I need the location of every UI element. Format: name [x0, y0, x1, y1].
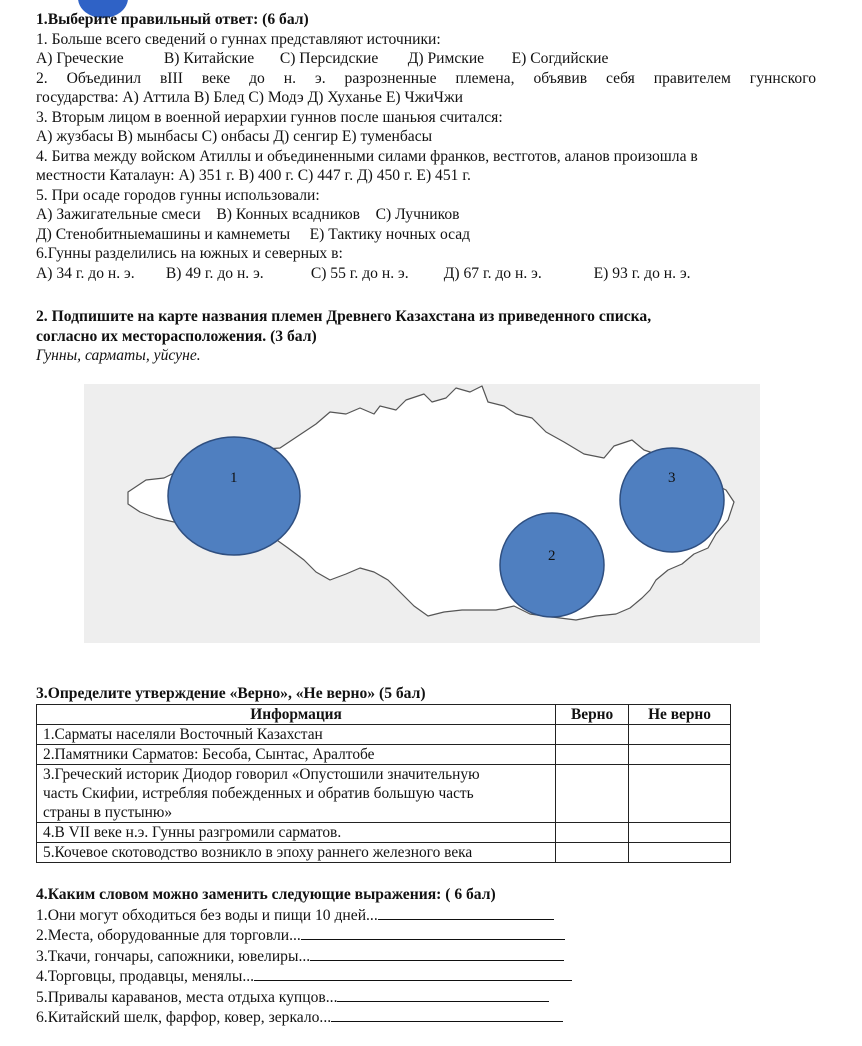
- answer-line-3[interactable]: [310, 946, 564, 961]
- q6-option-d: Д) 67 г. до н. э.: [443, 264, 542, 282]
- section-2-title-line-1: 2. Подпишите на карте названия племен Древнего Казахстана из приведенного списка,: [36, 308, 652, 325]
- section-2-title-line-2: согласно их месторасположения. (3 бал): [36, 327, 317, 345]
- list-item: [36, 966, 572, 987]
- answer-line-6[interactable]: [331, 1007, 563, 1022]
- circle-2-label: 2: [548, 548, 556, 564]
- header-false: Не верно: [629, 705, 731, 725]
- table-row: [37, 765, 731, 823]
- question-1-options: [36, 49, 816, 69]
- item-5-text: 5.Привалы караванов, места отдыха купцов...: [36, 988, 338, 1006]
- answer-line-4[interactable]: [254, 966, 572, 981]
- question-2-line-1: 2. Объединил вIII веке до н. э. разрозненные племена, объявив себя правителем гуннского: [36, 69, 816, 87]
- false-cell-5[interactable]: [629, 843, 731, 863]
- question-3: 3. Вторым лицом в военной иерархии гуннов после шаньюя считался:: [36, 108, 503, 126]
- item-1-text: 1.Они могут обходиться без воды и пищи 10 дней...: [36, 906, 378, 924]
- false-cell-2[interactable]: [629, 745, 731, 765]
- q1-option-e: Е) Согдийские: [511, 50, 609, 67]
- section-1: [36, 10, 816, 283]
- circle-1-label: 1: [230, 470, 238, 486]
- section-4: [36, 885, 572, 1028]
- item-4-text: 4.Торговцы, продавцы, менялы...: [36, 968, 255, 985]
- q1-option-d: Д) Римские: [407, 50, 485, 67]
- item-2-text: 2.Места, оборудованные для торговли...: [36, 927, 301, 944]
- table-row: [37, 823, 731, 843]
- tribe-circle-2[interactable]: [500, 513, 604, 617]
- list-item: [36, 1007, 572, 1028]
- statement-5: 5.Кочевое скотоводство возникло в эпоху раннего железного века: [37, 843, 556, 863]
- statement-3-line-2: часть Скифии, истребляя побежденных и обратив большую часть: [43, 785, 474, 802]
- true-cell-5[interactable]: [556, 843, 629, 863]
- true-false-table: [36, 704, 731, 863]
- answer-line-2[interactable]: [301, 925, 565, 940]
- false-cell-3[interactable]: [629, 765, 731, 823]
- question-6: 6.Гунны разделились на южных и северных в:: [36, 245, 343, 262]
- tribe-circle-3[interactable]: [620, 448, 724, 552]
- q6-option-c: С) 55 г. до н. э.: [310, 264, 409, 282]
- table-row: [37, 745, 731, 765]
- question-5-options-line-2: Д) Стенобитныемашины и камнеметы Е) Тактику ночных осад: [36, 225, 471, 243]
- question-5: 5. При осаде городов гунны использовали:: [36, 186, 320, 204]
- q1-option-a: А) Греческие: [36, 50, 124, 67]
- question-6-options: [36, 264, 816, 284]
- tribe-list: Гунны, сарматы, уйсуне.: [36, 347, 201, 364]
- false-cell-4[interactable]: [629, 823, 731, 843]
- statement-3-line-3: страны в пустыню»: [43, 804, 173, 821]
- list-item: [36, 925, 572, 946]
- q6-option-e: Е) 93 г. до н. э.: [593, 264, 691, 282]
- map-outline: [84, 384, 760, 643]
- list-item: [36, 946, 572, 967]
- item-3-text: 3.Ткачи, гончары, сапожники, ювелиры...: [36, 947, 311, 965]
- statement-2: 2.Памятники Сарматов: Бесоба, Сынтас, Аралтобе: [37, 745, 556, 765]
- item-6-text: 6.Китайский шелк, фарфор, ковер, зеркало...: [36, 1009, 332, 1026]
- statement-3: [37, 765, 556, 823]
- answer-line-5[interactable]: [337, 987, 549, 1002]
- header-true: Верно: [556, 705, 629, 725]
- section-2: [36, 307, 816, 366]
- section-3-title: 3.Определите утверждение «Верно», «Не верно» (5 бал): [36, 685, 426, 702]
- true-cell-2[interactable]: [556, 745, 629, 765]
- true-cell-4[interactable]: [556, 823, 629, 843]
- q1-option-b: В) Китайские: [163, 50, 255, 67]
- q6-option-b: В) 49 г. до н. э.: [165, 264, 264, 282]
- tribe-circle-1[interactable]: [168, 437, 300, 555]
- question-3-options: А) жузбасы В) мынбасы С) онбасы Д) сенгир Е) туменбасы: [36, 128, 433, 145]
- true-cell-1[interactable]: [556, 725, 629, 745]
- question-2-line-2: государства: А) Аттила В) Блед С) Модэ Д) Хуханье Е) ЧжиЧжи: [36, 89, 463, 106]
- question-4-line-2: местности Каталаун: А) 351 г. В) 400 г. С) 447 г. Д) 450 г. Е) 451 г.: [36, 167, 471, 184]
- table-header-row: [37, 705, 731, 725]
- table-row: [37, 725, 731, 745]
- question-5-options-line-1: А) Зажигательные смеси В) Конных всадников С) Лучников: [36, 206, 460, 223]
- question-1: 1. Больше всего сведений о гуннах представляют источники:: [36, 30, 441, 48]
- list-item: [36, 987, 572, 1008]
- section-4-title: 4.Каким словом можно заменить следующие выражения: ( 6 бал): [36, 886, 496, 903]
- question-4-line-1: 4. Битва между войском Атиллы и объединенными силами франков, вестготов, аланов произошла в: [36, 147, 698, 165]
- statement-1: 1.Сарматы населяли Восточный Казахстан: [37, 725, 556, 745]
- list-item: [36, 905, 572, 926]
- q6-option-a: А) 34 г. до н. э.: [36, 264, 135, 282]
- statement-3-line-1: 3.Греческий историк Диодор говорил «Опустошили значительную: [43, 766, 480, 783]
- false-cell-1[interactable]: [629, 725, 731, 745]
- answer-line-1[interactable]: [378, 905, 554, 920]
- circle-3-label: 3: [668, 470, 676, 486]
- header-information: Информация: [37, 705, 556, 725]
- kazakhstan-map: [84, 384, 760, 643]
- section-1-title: 1.Выберите правильный ответ: (6 бал): [36, 11, 309, 28]
- q1-option-c: С) Персидские: [279, 50, 379, 67]
- true-cell-3[interactable]: [556, 765, 629, 823]
- statement-4: 4.В VII веке н.э. Гунны разгромили сарматов.: [37, 823, 556, 843]
- table-row: [37, 843, 731, 863]
